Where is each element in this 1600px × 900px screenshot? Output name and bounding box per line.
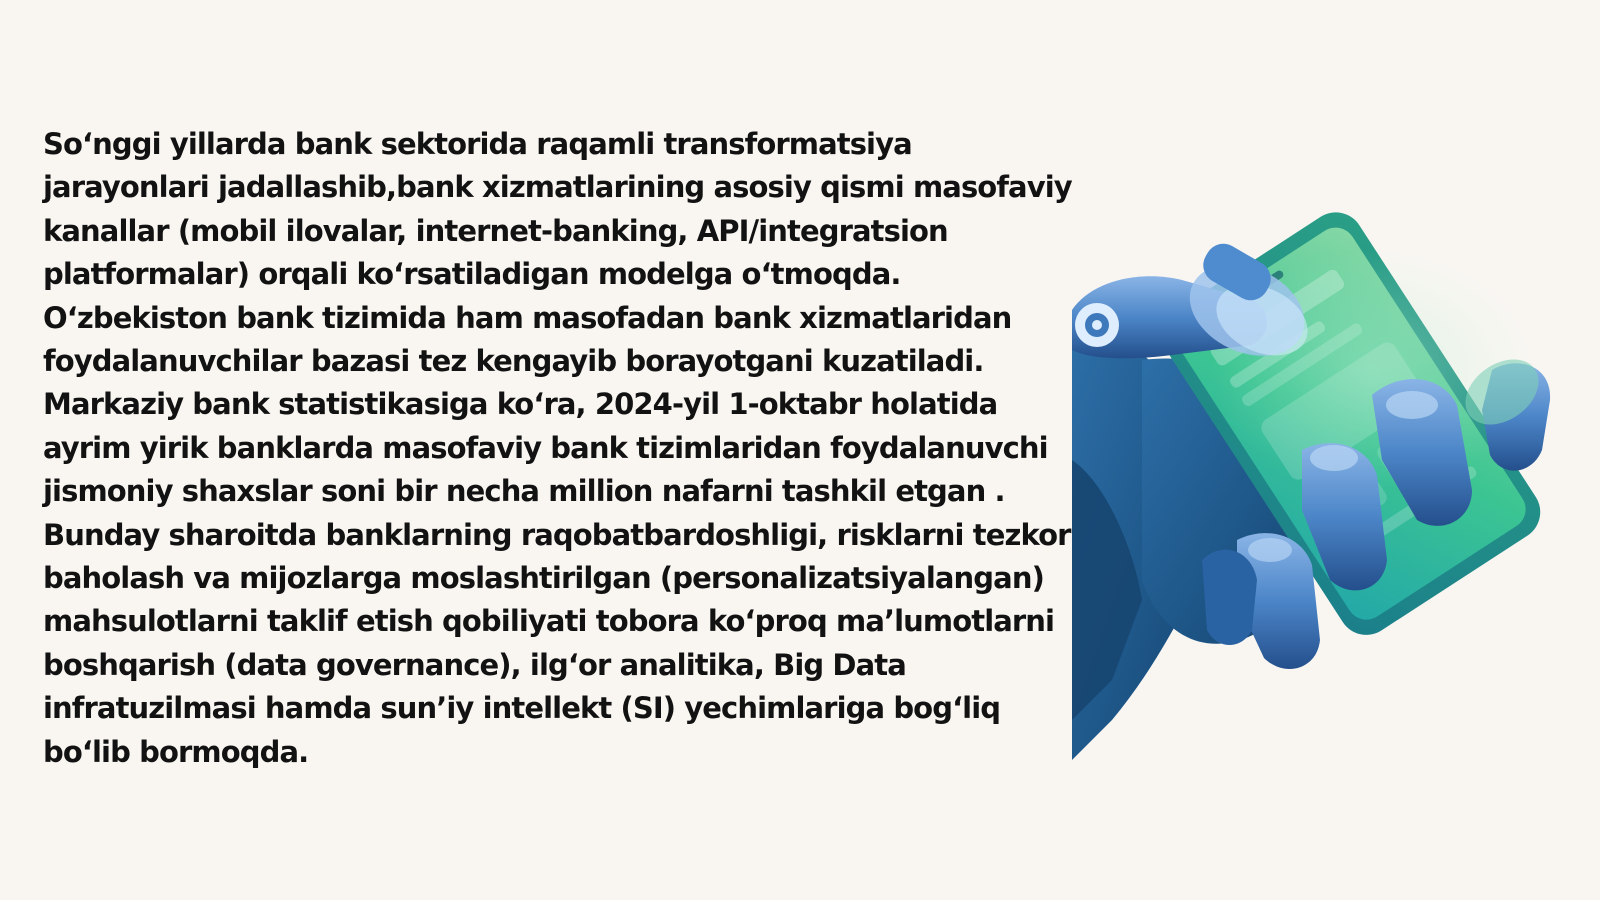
paragraph-line: jarayonlari jadallashib,bank xizmatlarining asosiy qismi masofaviy: [43, 170, 1072, 205]
paragraph-line: platformalar) orqali ko‘rsatiladigan modelga o‘tmoqda.: [43, 257, 901, 292]
robot-hand-illustration: [1072, 160, 1600, 770]
paragraph-line: bo‘lib bormoqda.: [43, 734, 309, 769]
paragraph-line: ayrim yirik banklarda masofaviy bank tizimlaridan foydalanuvchi: [43, 430, 1048, 465]
paragraph-line: mahsulotlarni taklif etish qobiliyati tobora ko‘proq ma’lumotlarni: [43, 604, 1055, 639]
paragraph-line: Markaziy bank statistikasiga ko‘ra, 2024-yil 1-oktabr holatida: [43, 387, 998, 422]
paragraph-line: infratuzilmasi hamda sun’iy intellekt (SI) yechimlariga bog‘liq: [43, 691, 1001, 726]
paragraph-line: Bunday sharoitda banklarning raqobatbardoshligi, risklarni tezkor: [43, 517, 1071, 552]
paragraph-line: baholash va mijozlarga moslashtirilgan (personalizatsiyalangan): [43, 561, 1044, 596]
paragraph-line: foydalanuvchilar bazasi tez kengayib borayotgani kuzatiladi.: [43, 344, 984, 379]
paragraph-line: jismoniy shaxslar soni bir necha million nafarni tashkil etgan .: [43, 474, 1005, 509]
paragraph-line: So‘nggi yillarda bank sektorida raqamli transformatsiya: [43, 127, 912, 161]
robot-hand-holding-smartphone-icon: [1072, 160, 1600, 770]
paragraph-line: O‘zbekiston bank tizimida ham masofadan bank xizmatlaridan: [43, 300, 1012, 335]
paragraph-line: kanallar (mobil ilovalar, internet-banking, API/integratsion: [43, 213, 948, 248]
body-paragraph: [43, 123, 1072, 774]
paragraph-line: boshqarish (data governance), ilg‘or analitika, Big Data: [43, 647, 906, 682]
